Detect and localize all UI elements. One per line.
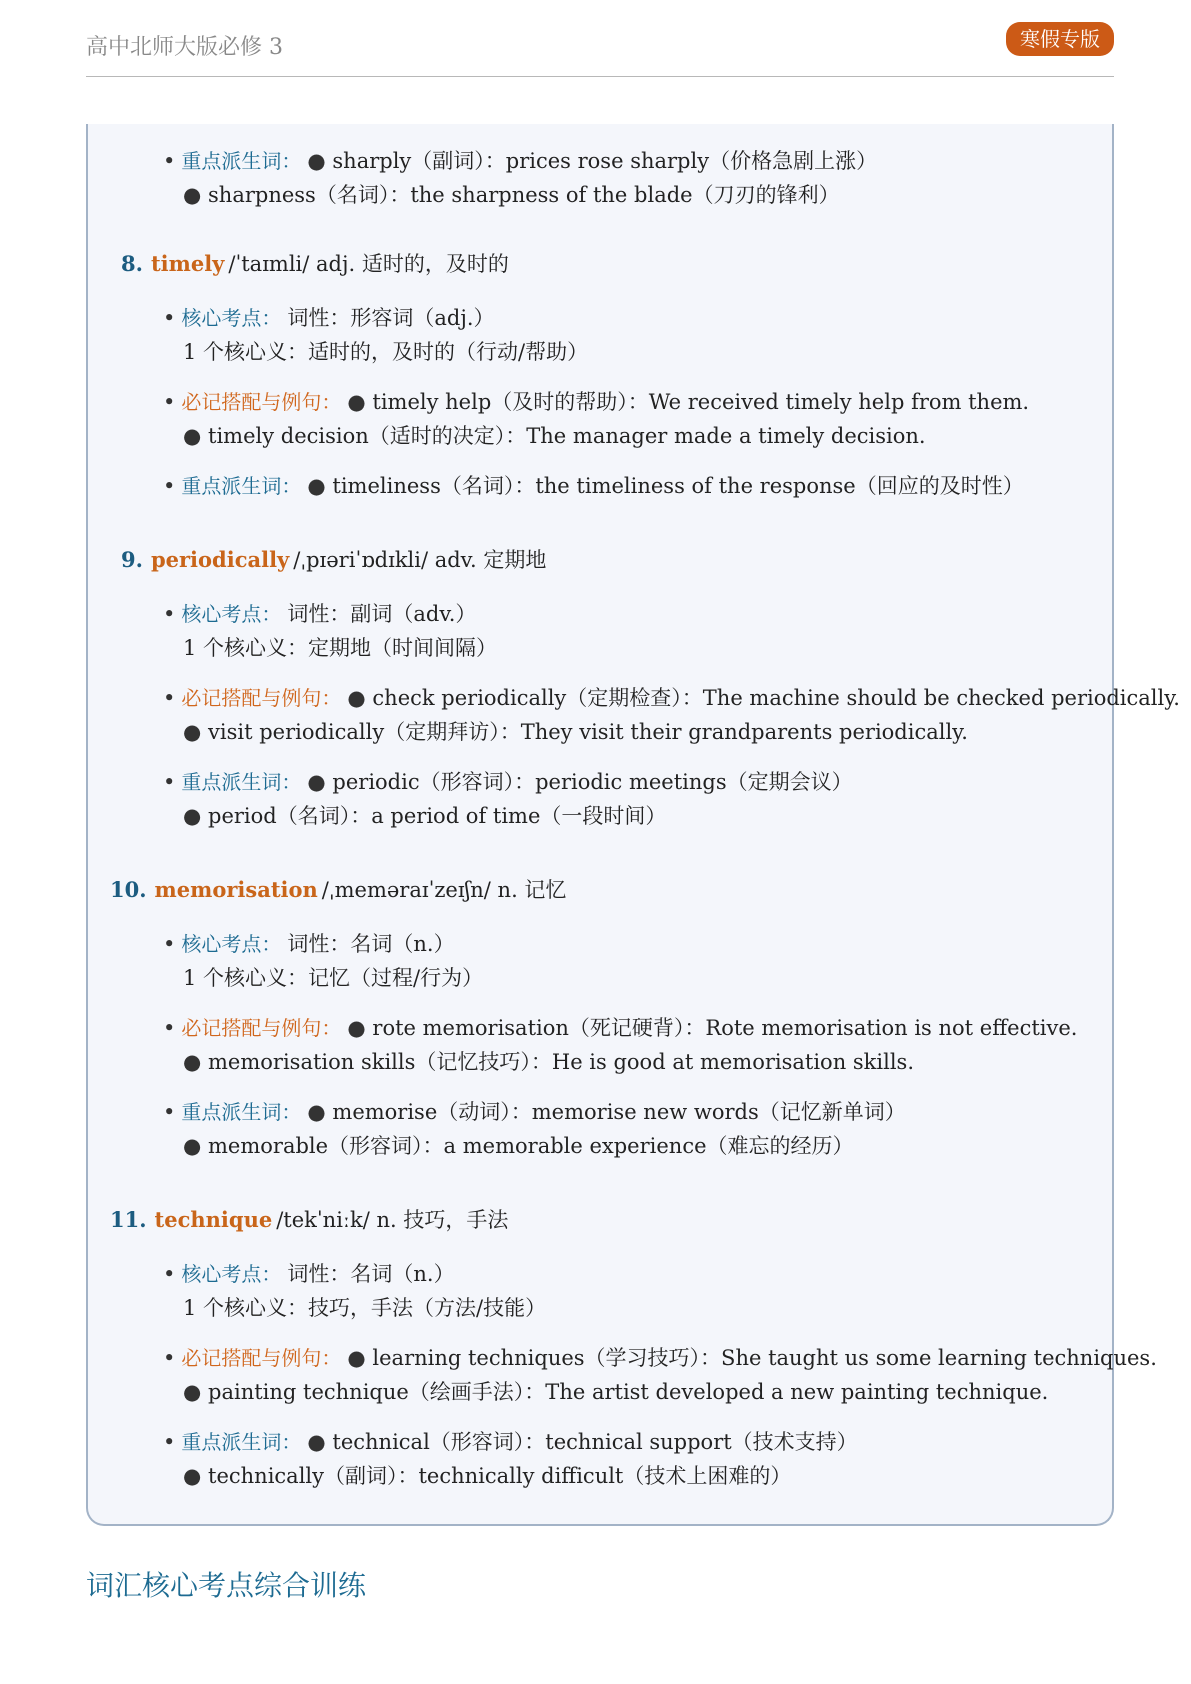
collocation-text: timely decision（适时的决定）：The manager made a timely decision. xyxy=(208,424,926,448)
derivative-line: ● period（名词）：a period of time（一段时间） xyxy=(183,804,667,828)
entry-definition: /ˈtaɪmli/ adj. 适时的，及时的 xyxy=(228,252,509,276)
collocation-text: rote memorisation（死记硬背）：Rote memorisation is not effective. xyxy=(372,1016,1078,1040)
entry-word: timely xyxy=(150,251,225,276)
entry-word: periodically xyxy=(150,547,290,572)
entry-heading xyxy=(110,1205,508,1235)
header-divider xyxy=(86,76,1114,77)
entry-number: 9. xyxy=(121,547,143,572)
derivative-line: ● memorable（形容词）：a memorable experience（难忘的经历） xyxy=(183,1134,854,1158)
derivative-line: ● sharpness（名词）：the sharpness of the blade（刀刃的锋利） xyxy=(183,183,840,207)
derivative-text: sharpness（名词）：the sharpness of the blade（刀刃的锋利） xyxy=(208,183,840,207)
edition-badge: 寒假专版 xyxy=(1006,22,1114,56)
entry-definition: /ˌpɪəriˈɒdɪkli/ adv. 定期地 xyxy=(293,548,547,572)
entry-definition: /ˌmeməraɪˈzeɪʃn/ n. 记忆 xyxy=(321,878,567,902)
page-header xyxy=(86,22,1114,78)
derivative-text: technically（副词）：technically difficult（技术上困难的） xyxy=(208,1464,792,1488)
core-line xyxy=(183,963,483,993)
section-title: 词汇核心考点综合训练 xyxy=(86,1569,367,1602)
derivative-text: memorable（形容词）：a memorable experience（难忘的经历） xyxy=(208,1134,854,1158)
core-text: 1 个核心义：定期地（时间间隔） xyxy=(183,636,498,660)
core-label: 核心考点： xyxy=(181,306,282,330)
entry-heading xyxy=(110,875,566,905)
collocation-label: 必记搭配与例句： xyxy=(181,686,342,710)
derivative-text: periodic（形容词）：periodic meetings（定期会议） xyxy=(332,770,853,794)
collocation-text: timely help（及时的帮助）：We received timely help from them. xyxy=(372,390,1030,414)
derivative-label: 重点派生词： xyxy=(181,770,302,794)
derivative-text: sharply（副词）：prices rose sharply（价格急剧上涨） xyxy=(332,149,878,173)
collocation-line: • 必记搭配与例句： ● check periodically（定期检查）：The machine should be checked periodically. xyxy=(163,686,1180,710)
core-label: 核心考点： xyxy=(181,932,282,956)
collocation-line: ● memorisation skills（记忆技巧）：He is good at memorisation skills. xyxy=(183,1050,915,1074)
core-line: • 核心考点： 词性：名词（n.） xyxy=(163,1262,455,1286)
core-line: • 核心考点： 词性：形容词（adj.） xyxy=(163,306,495,330)
collocation-line: • 必记搭配与例句： ● learning techniques（学习技巧）：She taught us some learning techniques. xyxy=(163,1346,1157,1370)
collocation-text: painting technique（绘画手法）：The artist developed a new painting technique. xyxy=(208,1380,1049,1404)
collocation-label: 必记搭配与例句： xyxy=(181,1016,342,1040)
collocation-line: • 必记搭配与例句： ● rote memorisation（死记硬背）：Rote memorisation is not effective. xyxy=(163,1016,1078,1040)
entry-number: 10. xyxy=(110,877,147,902)
core-text: 1 个核心义：记忆（过程/行为） xyxy=(183,966,484,990)
derivative-line: • 重点派生词： ● periodic（形容词）：periodic meetings（定期会议） xyxy=(163,770,853,794)
collocation-line: • 必记搭配与例句： ● timely help（及时的帮助）：We received timely help from them. xyxy=(163,390,1030,414)
derivative-label: 重点派生词： xyxy=(181,474,302,498)
derivative-line: ● technically（副词）：technically difficult（技术上困难的） xyxy=(183,1464,792,1488)
collocation-label: 必记搭配与例句： xyxy=(181,390,342,414)
entry-heading xyxy=(121,249,509,279)
derivative-line: • 重点派生词： ● technical（形容词）：technical support（技术支持） xyxy=(163,1430,858,1454)
core-text: 词性：名词（n.） xyxy=(287,1262,455,1286)
entry-number: 11. xyxy=(110,1207,147,1232)
core-text: 词性：形容词（adj.） xyxy=(287,306,495,330)
entry-heading xyxy=(121,545,546,575)
entry-word: technique xyxy=(154,1207,273,1232)
derivative-text: timeliness（名词）：the timeliness of the response（回应的及时性） xyxy=(332,474,1024,498)
core-text: 词性：副词（adv.） xyxy=(287,602,477,626)
entry-number: 8. xyxy=(121,251,143,276)
collocation-text: check periodically（定期检查）：The machine should be checked periodically. xyxy=(372,686,1180,710)
core-label: 核心考点： xyxy=(181,1262,282,1286)
header-title: 高中北师大版必修 3 xyxy=(86,35,283,60)
derivative-label: 重点派生词： xyxy=(181,1100,302,1124)
core-line xyxy=(183,633,497,663)
core-text: 1 个核心义：技巧，手法（方法/技能） xyxy=(183,1296,547,1320)
core-line: • 核心考点： 词性：副词（adv.） xyxy=(163,602,477,626)
collocation-line: ● painting technique（绘画手法）：The artist developed a new painting technique. xyxy=(183,1380,1049,1404)
core-line: • 核心考点： 词性：名词（n.） xyxy=(163,932,455,956)
core-text: 词性：名词（n.） xyxy=(287,932,455,956)
derivative-text: memorise（动词）：memorise new words（记忆新单词） xyxy=(332,1100,906,1124)
collocation-line: ● visit periodically（定期拜访）：They visit their grandparents periodically. xyxy=(183,720,968,744)
collocation-label: 必记搭配与例句： xyxy=(181,1346,342,1370)
collocation-line: ● timely decision（适时的决定）：The manager made a timely decision. xyxy=(183,424,926,448)
collocation-text: memorisation skills（记忆技巧）：He is good at memorisation skills. xyxy=(208,1050,915,1074)
entry-word: memorisation xyxy=(154,877,318,902)
core-line xyxy=(183,337,588,367)
derivative-text: period（名词）：a period of time（一段时间） xyxy=(208,804,667,828)
entry-definition: /tekˈniːk/ n. 技巧，手法 xyxy=(276,1208,509,1232)
core-line xyxy=(183,1293,546,1323)
collocation-text: learning techniques（学习技巧）：She taught us some learning techniques. xyxy=(372,1346,1157,1370)
core-text: 1 个核心义：适时的，及时的（行动/帮助） xyxy=(183,340,589,364)
derivative-text: technical（形容词）：technical support（技术支持） xyxy=(332,1430,858,1454)
core-label: 核心考点： xyxy=(181,602,282,626)
derivative-line: • 重点派生词： ● sharply（副词）：prices rose sharply（价格急剧上涨） xyxy=(163,149,878,173)
collocation-text: visit periodically（定期拜访）：They visit their grandparents periodically. xyxy=(208,720,968,744)
derivative-label: 重点派生词： xyxy=(181,149,302,173)
derivative-label: 重点派生词： xyxy=(181,1430,302,1454)
derivative-line: • 重点派生词： ● timeliness（名词）：the timeliness of the response（回应的及时性） xyxy=(163,474,1024,498)
derivative-line: • 重点派生词： ● memorise（动词）：memorise new words（记忆新单词） xyxy=(163,1100,906,1124)
